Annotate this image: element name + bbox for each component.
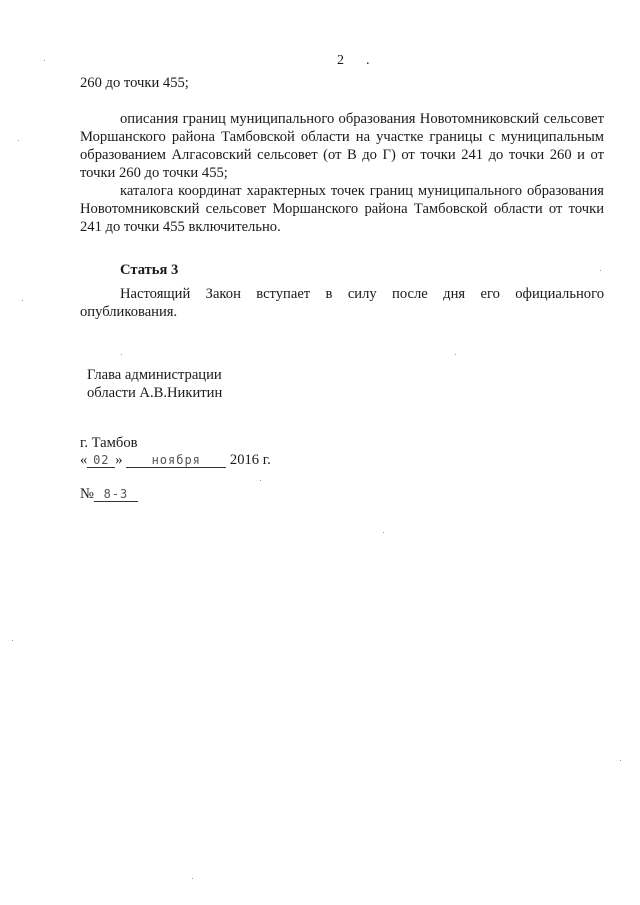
- city-line: г. Тамбов: [80, 435, 138, 451]
- scan-speck: [455, 354, 456, 355]
- article-heading: Статья 3: [120, 262, 179, 278]
- scan-speck: [121, 354, 122, 355]
- signature-title: Глава администрации: [87, 367, 222, 383]
- date-close-quote: »: [115, 452, 123, 468]
- scan-speck: [383, 532, 384, 533]
- date-line: [80, 452, 271, 469]
- scan-speck: [192, 878, 193, 879]
- date-month: ноября: [151, 453, 201, 467]
- page-number: 2: [337, 53, 344, 68]
- scan-speck: [620, 760, 621, 761]
- article-text: Настоящий Закон вступает в силу после дня его официального опубликования.: [80, 286, 604, 320]
- page-dot-mark: .: [366, 53, 370, 68]
- date-month-field: [126, 453, 226, 468]
- signature-block: [87, 366, 222, 402]
- document-number: 8-3: [103, 487, 129, 501]
- continuation-line: 260 до точки 455;: [80, 75, 189, 91]
- date-day-field: [87, 453, 115, 468]
- number-sign: №: [80, 486, 94, 502]
- date-year: 2016 г.: [229, 452, 271, 468]
- scan-speck: [44, 60, 45, 61]
- paragraph-boundary-description: описания границ муниципального образования Новотомниковский сельсовет Моршанского района Тамбовской области на участке границы с муниципальным образованием Алгасовский сельсовет (от В до Г) от точки 241 до точки 260 и от точки 260 до точки 455;: [80, 111, 604, 181]
- date-day: 02: [93, 453, 110, 467]
- date-open-quote: «: [80, 452, 88, 468]
- scan-speck: [260, 480, 261, 481]
- scan-speck: [12, 640, 13, 641]
- document-number-field: [94, 487, 138, 502]
- paragraph-coordinate-catalog: каталога координат характерных точек границ муниципального образования Новотомниковский сельсовет Моршанского района Тамбовской области от точки 241 до точки 455 включительно.: [80, 183, 604, 235]
- scan-speck: [22, 300, 23, 301]
- scan-speck: [600, 270, 601, 271]
- scan-speck: [18, 140, 19, 141]
- signature-name: области А.В.Никитин: [87, 385, 223, 401]
- document-number-line: [80, 486, 138, 503]
